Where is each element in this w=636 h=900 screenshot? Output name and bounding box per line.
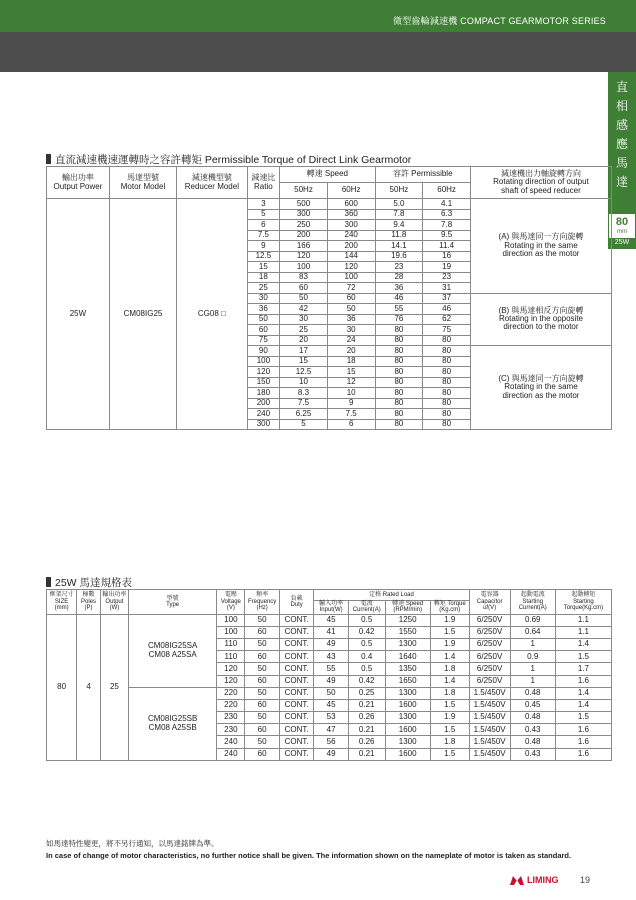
current-cell: 0.4 <box>348 651 385 663</box>
frequency-cell: 60 <box>245 651 280 663</box>
current-cell: 0.21 <box>348 748 385 760</box>
output-cell: 25 <box>100 614 128 760</box>
input-cell: 50 <box>314 687 349 699</box>
hdr-voltage: 電壓 Voltage (V) <box>217 590 245 615</box>
speed-50hz-cell: 250 <box>280 220 328 231</box>
ratio-cell: 300 <box>247 419 280 430</box>
starting-torque-cell: 1.5 <box>555 712 611 724</box>
duty-cell: CONT. <box>279 724 314 736</box>
ratio-cell: 240 <box>247 409 280 420</box>
voltage-cell: 240 <box>217 748 245 760</box>
input-cell: 49 <box>314 675 349 687</box>
perm-60hz-cell: 75 <box>423 325 471 336</box>
spec-row <box>47 614 612 626</box>
ratio-cell: 36 <box>247 304 280 315</box>
ratio-cell: 12.5 <box>247 251 280 262</box>
duty-cell: CONT. <box>279 712 314 724</box>
duty-cell: CONT. <box>279 638 314 650</box>
perm-50hz-cell: 76 <box>375 314 423 325</box>
speed-50hz-cell: 30 <box>280 314 328 325</box>
starting-current-cell: 0.43 <box>510 748 555 760</box>
speed-50hz-cell: 166 <box>280 241 328 252</box>
perm-60hz-cell: 9.5 <box>423 230 471 241</box>
perm-50hz-cell: 80 <box>375 346 423 357</box>
torque-cell: 1.9 <box>430 614 469 626</box>
input-cell: 43 <box>314 651 349 663</box>
rated-speed-cell: 1300 <box>385 736 430 748</box>
speed-50hz-cell: 83 <box>280 272 328 283</box>
torque-table <box>46 166 612 430</box>
torque-cell: 1.4 <box>430 651 469 663</box>
speed-60hz-cell: 144 <box>327 251 375 262</box>
side-tab-char: 直 <box>615 80 628 94</box>
input-cell: 41 <box>314 626 349 638</box>
hdr-frequency: 頻率 Frequency (Hz) <box>245 590 280 615</box>
perm-50hz-cell: 80 <box>375 409 423 420</box>
rated-speed-cell: 1640 <box>385 651 430 663</box>
speed-50hz-cell: 7.5 <box>280 398 328 409</box>
hdr-frame: 框架尺寸 SIZE (mm) <box>47 590 77 615</box>
speed-60hz-cell: 200 <box>327 241 375 252</box>
speed-50hz-cell: 10 <box>280 377 328 388</box>
voltage-cell: 220 <box>217 687 245 699</box>
side-tab-char: 感 <box>615 118 628 132</box>
current-cell: 0.26 <box>348 736 385 748</box>
duty-cell: CONT. <box>279 663 314 675</box>
speed-50hz-cell: 17 <box>280 346 328 357</box>
rotation-b-cell: (B) 與馬達相反方向旋轉 Rotating in the opposite direction to the motor <box>470 293 611 346</box>
grey-banner <box>0 32 636 72</box>
speed-60hz-cell: 36 <box>327 314 375 325</box>
torque-cell: 1.4 <box>430 675 469 687</box>
perm-50hz-cell: 80 <box>375 367 423 378</box>
voltage-cell: 110 <box>217 651 245 663</box>
hdr-current: 電流 Current(A) <box>348 601 385 615</box>
ratio-cell: 30 <box>247 293 280 304</box>
hdr-starting-torque: 起動轉矩 Starting Torque(Kg.cm) <box>555 590 611 615</box>
input-cell: 45 <box>314 699 349 711</box>
starting-torque-cell: 1.6 <box>555 724 611 736</box>
speed-50hz-cell: 20 <box>280 335 328 346</box>
capacitor-cell: 6/250V <box>469 626 510 638</box>
frequency-cell: 50 <box>245 687 280 699</box>
starting-current-cell: 0.9 <box>510 651 555 663</box>
hdr-torque: 轉矩 Torque (Kg.cm) <box>430 601 469 615</box>
hdr-poles: 極數 Poles (P) <box>77 590 101 615</box>
frequency-cell: 50 <box>245 663 280 675</box>
starting-current-cell: 0.69 <box>510 614 555 626</box>
hdr-starting-current: 起動電流 Starting Current(A) <box>510 590 555 615</box>
perm-60hz-cell: 7.8 <box>423 220 471 231</box>
duty-cell: CONT. <box>279 651 314 663</box>
voltage-cell: 230 <box>217 724 245 736</box>
rotation-a-cell: (A) 與馬達同一方向旋轉 Rotating in the same direction as the motor <box>470 199 611 294</box>
rated-speed-cell: 1250 <box>385 614 430 626</box>
capacitor-cell: 6/250V <box>469 663 510 675</box>
side-tab-char: 相 <box>615 99 628 113</box>
hdr-permissible: 容許 Permissible <box>375 167 470 183</box>
frequency-cell: 60 <box>245 748 280 760</box>
torque-cell: 1.8 <box>430 663 469 675</box>
perm-50hz-cell: 11.8 <box>375 230 423 241</box>
voltage-cell: 100 <box>217 614 245 626</box>
speed-60hz-cell: 12 <box>327 377 375 388</box>
spec-row <box>47 687 612 699</box>
rated-speed-cell: 1600 <box>385 724 430 736</box>
motor-model-cell: CM08IG25 <box>109 199 176 430</box>
hdr-rated-load: 定格 Rated Load <box>314 590 469 601</box>
brand-name: LIMING <box>527 875 559 885</box>
speed-50hz-cell: 300 <box>280 209 328 220</box>
speed-50hz-cell: 5 <box>280 419 328 430</box>
ratio-cell: 5 <box>247 209 280 220</box>
input-cell: 49 <box>314 748 349 760</box>
perm-60hz-cell: 4.1 <box>423 199 471 210</box>
frequency-cell: 60 <box>245 675 280 687</box>
ratio-cell: 75 <box>247 335 280 346</box>
perm-50hz-cell: 19.6 <box>375 251 423 262</box>
voltage-cell: 120 <box>217 663 245 675</box>
rated-speed-cell: 1300 <box>385 712 430 724</box>
side-tab-text <box>608 78 636 192</box>
current-cell: 0.25 <box>348 687 385 699</box>
perm-50hz-cell: 14.1 <box>375 241 423 252</box>
perm-50hz-cell: 9.4 <box>375 220 423 231</box>
voltage-cell: 110 <box>217 638 245 650</box>
ratio-cell: 200 <box>247 398 280 409</box>
perm-60hz-cell: 80 <box>423 419 471 430</box>
perm-60hz-cell: 19 <box>423 262 471 273</box>
ratio-cell: 150 <box>247 377 280 388</box>
frequency-cell: 60 <box>245 626 280 638</box>
speed-50hz-cell: 50 <box>280 293 328 304</box>
hdr-perm-60hz: 60Hz <box>423 183 471 199</box>
perm-50hz-cell: 80 <box>375 377 423 388</box>
current-cell: 0.5 <box>348 638 385 650</box>
frequency-cell: 50 <box>245 638 280 650</box>
hdr-motor-model: 馬達型號 Motor Model <box>109 167 176 199</box>
poles-cell: 4 <box>77 614 101 760</box>
hdr-type: 型號 Type <box>128 590 216 615</box>
footnote-chinese: 如馬達特性變更，將不另行通知，以馬達銘牌為準。 <box>46 839 219 848</box>
speed-50hz-cell: 6.25 <box>280 409 328 420</box>
capacitor-cell: 6/250V <box>469 638 510 650</box>
perm-50hz-cell: 80 <box>375 419 423 430</box>
hdr-speed-50hz: 50Hz <box>280 183 328 199</box>
size-box <box>608 213 636 249</box>
hdr-perm-50hz: 50Hz <box>375 183 423 199</box>
speed-50hz-cell: 60 <box>280 283 328 294</box>
input-cell: 49 <box>314 638 349 650</box>
ratio-cell: 15 <box>247 262 280 273</box>
capacitor-cell: 6/250V <box>469 675 510 687</box>
starting-current-cell: 0.48 <box>510 712 555 724</box>
section-bullet-icon <box>46 154 51 164</box>
starting-torque-cell: 1.1 <box>555 614 611 626</box>
ratio-cell: 60 <box>247 325 280 336</box>
perm-60hz-cell: 46 <box>423 304 471 315</box>
duty-cell: CONT. <box>279 687 314 699</box>
starting-torque-cell: 1.6 <box>555 675 611 687</box>
capacitor-cell: 1.5/450V <box>469 699 510 711</box>
perm-50hz-cell: 80 <box>375 388 423 399</box>
speed-50hz-cell: 42 <box>280 304 328 315</box>
frequency-cell: 50 <box>245 712 280 724</box>
starting-torque-cell: 1.7 <box>555 663 611 675</box>
speed-50hz-cell: 100 <box>280 262 328 273</box>
current-cell: 0.42 <box>348 675 385 687</box>
section2-title <box>46 575 132 590</box>
speed-50hz-cell: 12.5 <box>280 367 328 378</box>
capacitor-cell: 1.5/450V <box>469 712 510 724</box>
hdr-speed: 轉速 Speed <box>280 167 375 183</box>
speed-50hz-cell: 15 <box>280 356 328 367</box>
speed-60hz-cell: 72 <box>327 283 375 294</box>
speed-60hz-cell: 15 <box>327 367 375 378</box>
starting-current-cell: 1 <box>510 663 555 675</box>
capacitor-cell: 1.5/450V <box>469 724 510 736</box>
capacitor-cell: 1.5/450V <box>469 687 510 699</box>
speed-60hz-cell: 30 <box>327 325 375 336</box>
starting-torque-cell: 1.6 <box>555 736 611 748</box>
input-cell: 47 <box>314 724 349 736</box>
perm-60hz-cell: 80 <box>423 346 471 357</box>
torque-cell: 1.9 <box>430 638 469 650</box>
torque-cell: 1.5 <box>430 699 469 711</box>
frequency-cell: 50 <box>245 614 280 626</box>
ratio-cell: 7.5 <box>247 230 280 241</box>
perm-50hz-cell: 7.8 <box>375 209 423 220</box>
top-banner <box>0 0 636 32</box>
perm-60hz-cell: 80 <box>423 367 471 378</box>
perm-50hz-cell: 80 <box>375 398 423 409</box>
perm-60hz-cell: 80 <box>423 409 471 420</box>
speed-50hz-cell: 500 <box>280 199 328 210</box>
speed-60hz-cell: 600 <box>327 199 375 210</box>
duty-cell: CONT. <box>279 736 314 748</box>
series-title: 微型齒輪減速機 COMPACT GEARMOTOR SERIES <box>393 16 606 26</box>
perm-50hz-cell: 46 <box>375 293 423 304</box>
rated-speed-cell: 1550 <box>385 626 430 638</box>
perm-50hz-cell: 80 <box>375 325 423 336</box>
perm-50hz-cell: 23 <box>375 262 423 273</box>
perm-60hz-cell: 80 <box>423 377 471 388</box>
perm-60hz-cell: 31 <box>423 283 471 294</box>
size-unit: mm <box>617 229 627 235</box>
section1-title-text: 直流減速機速運轉時之容許轉矩 Permissible Torque of Direct Link Gearmotor <box>55 154 412 166</box>
starting-current-cell: 1 <box>510 675 555 687</box>
perm-60hz-cell: 37 <box>423 293 471 304</box>
input-cell: 55 <box>314 663 349 675</box>
voltage-cell: 220 <box>217 699 245 711</box>
speed-50hz-cell: 120 <box>280 251 328 262</box>
speed-60hz-cell: 7.5 <box>327 409 375 420</box>
type-a-cell: CM08IG25SA CM08 A25SA <box>128 614 216 687</box>
current-cell: 0.21 <box>348 699 385 711</box>
starting-current-cell: 0.43 <box>510 724 555 736</box>
perm-50hz-cell: 36 <box>375 283 423 294</box>
perm-50hz-cell: 80 <box>375 335 423 346</box>
section1-title <box>46 152 411 167</box>
torque-row <box>47 199 612 210</box>
speed-60hz-cell: 9 <box>327 398 375 409</box>
hdr-ratio: 減速比 Ratio <box>247 167 280 199</box>
size-power: 25W <box>609 238 635 248</box>
rated-speed-cell: 1600 <box>385 748 430 760</box>
speed-60hz-cell: 20 <box>327 346 375 357</box>
ratio-cell: 120 <box>247 367 280 378</box>
input-cell: 45 <box>314 614 349 626</box>
ratio-cell: 3 <box>247 199 280 210</box>
rated-speed-cell: 1350 <box>385 663 430 675</box>
liming-logo-icon <box>509 874 525 886</box>
speed-50hz-cell: 200 <box>280 230 328 241</box>
speed-60hz-cell: 100 <box>327 272 375 283</box>
torque-cell: 1.5 <box>430 626 469 638</box>
starting-torque-cell: 1.6 <box>555 748 611 760</box>
ratio-cell: 9 <box>247 241 280 252</box>
perm-60hz-cell: 80 <box>423 356 471 367</box>
capacitor-cell: 6/250V <box>469 614 510 626</box>
perm-60hz-cell: 80 <box>423 335 471 346</box>
current-cell: 0.5 <box>348 614 385 626</box>
capacitor-cell: 6/250V <box>469 651 510 663</box>
current-cell: 0.5 <box>348 663 385 675</box>
voltage-cell: 230 <box>217 712 245 724</box>
hdr-rotation: 減速機出力軸旋轉方向 Rotating direction of output shaft of speed reducer <box>470 167 611 199</box>
speed-60hz-cell: 6 <box>327 419 375 430</box>
hdr-rated-speed: 轉速 Speed (RPM/min) <box>385 601 430 615</box>
speed-60hz-cell: 50 <box>327 304 375 315</box>
perm-50hz-cell: 55 <box>375 304 423 315</box>
perm-50hz-cell: 80 <box>375 356 423 367</box>
torque-cell: 1.5 <box>430 748 469 760</box>
capacitor-cell: 1.5/450V <box>469 748 510 760</box>
starting-torque-cell: 1.1 <box>555 626 611 638</box>
current-cell: 0.42 <box>348 626 385 638</box>
speed-60hz-cell: 300 <box>327 220 375 231</box>
page-number: 19 <box>580 875 591 885</box>
speed-60hz-cell: 24 <box>327 335 375 346</box>
duty-cell: CONT. <box>279 626 314 638</box>
ratio-cell: 50 <box>247 314 280 325</box>
footnote-english: In case of change of motor characteristics, no further notice shall be given. The information shown on the nameplate of motor is taken as standard. <box>46 851 572 860</box>
perm-60hz-cell: 16 <box>423 251 471 262</box>
frequency-cell: 60 <box>245 724 280 736</box>
perm-60hz-cell: 80 <box>423 388 471 399</box>
voltage-cell: 100 <box>217 626 245 638</box>
starting-current-cell: 0.45 <box>510 699 555 711</box>
speed-50hz-cell: 8.3 <box>280 388 328 399</box>
starting-current-cell: 0.48 <box>510 687 555 699</box>
torque-cell: 1.8 <box>430 736 469 748</box>
side-tab-char: 達 <box>615 175 628 189</box>
frame-cell: 80 <box>47 614 77 760</box>
duty-cell: CONT. <box>279 699 314 711</box>
perm-50hz-cell: 28 <box>375 272 423 283</box>
rotation-c-cell: (C) 與馬達同一方向旋轉 Rotating in the same direction as the motor <box>470 346 611 430</box>
starting-current-cell: 1 <box>510 638 555 650</box>
torque-cell: 1.5 <box>430 724 469 736</box>
output-power-cell: 25W <box>47 199 110 430</box>
starting-torque-cell: 1.5 <box>555 651 611 663</box>
rated-speed-cell: 1300 <box>385 638 430 650</box>
input-cell: 53 <box>314 712 349 724</box>
perm-60hz-cell: 11.4 <box>423 241 471 252</box>
perm-60hz-cell: 23 <box>423 272 471 283</box>
hdr-input: 輸入功率 Input(W) <box>314 601 349 615</box>
input-cell: 56 <box>314 736 349 748</box>
rated-speed-cell: 1650 <box>385 675 430 687</box>
type-b-cell: CM08IG25SB CM08 A25SB <box>128 687 216 760</box>
voltage-cell: 240 <box>217 736 245 748</box>
torque-cell: 1.8 <box>430 687 469 699</box>
rated-speed-cell: 1600 <box>385 699 430 711</box>
section-bullet-icon <box>46 577 51 587</box>
current-cell: 0.26 <box>348 712 385 724</box>
starting-torque-cell: 1.4 <box>555 687 611 699</box>
speed-60hz-cell: 10 <box>327 388 375 399</box>
voltage-cell: 120 <box>217 675 245 687</box>
hdr-duty: 負載 Duty <box>279 590 314 615</box>
ratio-cell: 90 <box>247 346 280 357</box>
starting-current-cell: 0.48 <box>510 736 555 748</box>
hdr-output: 輸出功率 Output (W) <box>100 590 128 615</box>
starting-torque-cell: 1.4 <box>555 638 611 650</box>
reducer-model-cell: CG08 □ <box>177 199 247 430</box>
speed-50hz-cell: 25 <box>280 325 328 336</box>
rated-speed-cell: 1300 <box>385 687 430 699</box>
hdr-capacitor: 電容器 Capacitor uf(V) <box>469 590 510 615</box>
perm-60hz-cell: 80 <box>423 398 471 409</box>
current-cell: 0.21 <box>348 724 385 736</box>
torque-cell: 1.9 <box>430 712 469 724</box>
hdr-reducer-model: 減速機型號 Reducer Model <box>177 167 247 199</box>
duty-cell: CONT. <box>279 748 314 760</box>
perm-60hz-cell: 62 <box>423 314 471 325</box>
duty-cell: CONT. <box>279 614 314 626</box>
side-tab-char: 馬 <box>615 156 628 170</box>
starting-torque-cell: 1.4 <box>555 699 611 711</box>
ratio-cell: 18 <box>247 272 280 283</box>
starting-current-cell: 0.64 <box>510 626 555 638</box>
speed-60hz-cell: 18 <box>327 356 375 367</box>
frequency-cell: 50 <box>245 736 280 748</box>
speed-60hz-cell: 360 <box>327 209 375 220</box>
capacitor-cell: 1.5/450V <box>469 736 510 748</box>
size-number: 80 <box>615 216 629 228</box>
ratio-cell: 100 <box>247 356 280 367</box>
section2-title-text: 25W 馬達規格表 <box>55 577 133 589</box>
speed-60hz-cell: 60 <box>327 293 375 304</box>
side-tab-char: 應 <box>615 137 628 151</box>
perm-50hz-cell: 5.0 <box>375 199 423 210</box>
hdr-speed-60hz: 60Hz <box>327 183 375 199</box>
perm-60hz-cell: 6.3 <box>423 209 471 220</box>
speed-60hz-cell: 120 <box>327 262 375 273</box>
duty-cell: CONT. <box>279 675 314 687</box>
ratio-cell: 180 <box>247 388 280 399</box>
speed-60hz-cell: 240 <box>327 230 375 241</box>
frequency-cell: 60 <box>245 699 280 711</box>
spec-table <box>46 589 612 761</box>
ratio-cell: 25 <box>247 283 280 294</box>
ratio-cell: 6 <box>247 220 280 231</box>
hdr-output-power: 輸出功率 Output Power <box>47 167 110 199</box>
